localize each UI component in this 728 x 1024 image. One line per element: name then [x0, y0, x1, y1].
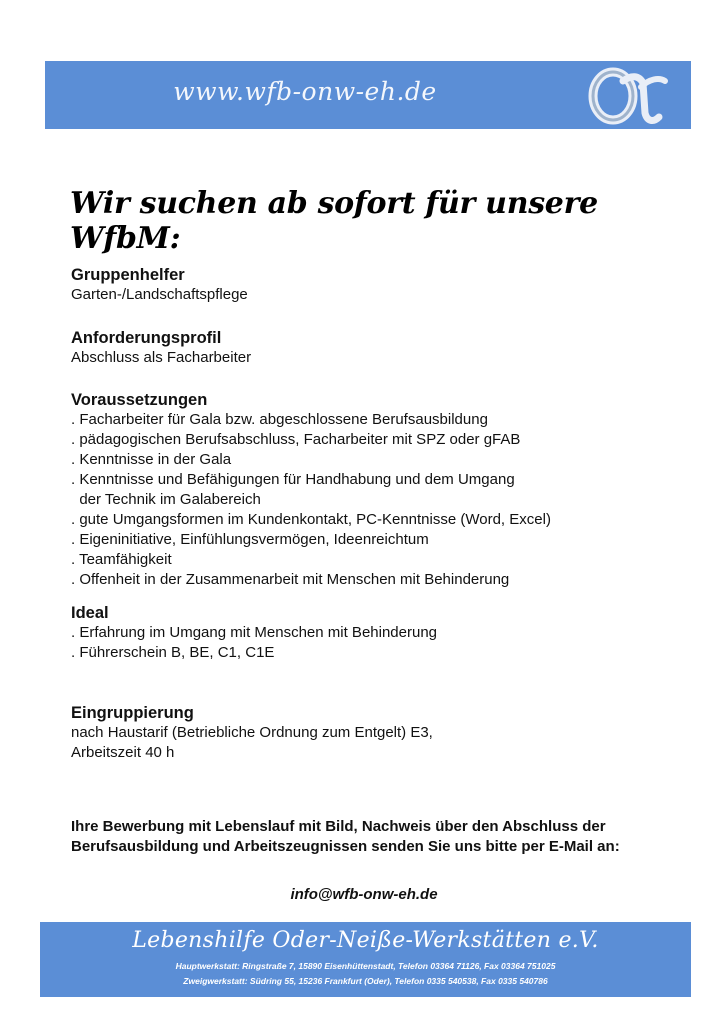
main-workshop-address: Hauptwerkstatt: Ringstraße 7, 15890 Eisenhüttenstadt, Telefon 03364 71126, Fax 03364 751025	[175, 961, 556, 971]
grouping-title: Eingruppierung	[71, 704, 194, 722]
profile-title: Anforderungsprofil	[71, 329, 222, 347]
section-requirements	[71, 390, 671, 590]
section-profile	[71, 328, 671, 368]
requirement-item: . Facharbeiter für Gala bzw. abgeschlossene Berufsausbildung	[71, 411, 488, 428]
position-title: Gruppenhelfer	[71, 266, 185, 284]
ideal-item: . Erfahrung im Umgang mit Menschen mit Behinderung	[71, 624, 438, 641]
requirement-item: . Teamfähigkeit	[71, 551, 172, 568]
requirements-title: Voraussetzungen	[71, 391, 208, 409]
branch-workshop-address: Zweigwerkstatt: Südring 55, 15236 Frankfurt (Oder), Telefon 0335 540538, Fax 0335 540786	[183, 976, 548, 986]
requirement-item: . Eigeninitiative, Einfühlungsvermögen, Ideenreichtum	[71, 531, 429, 548]
organization-name: Lebenshilfe Oder-Neiße-Werkstätten e.V.	[132, 928, 599, 953]
profile-text: Abschluss als Facharbeiter	[71, 349, 252, 366]
section-ideal	[71, 603, 671, 663]
contact-email[interactable]: info@wfb-onw-eh.de	[290, 886, 438, 903]
ideal-item: . Führerschein B, BE, C1, C1E	[71, 644, 275, 661]
section-position	[71, 265, 671, 305]
organization-logo	[583, 63, 673, 127]
position-text: Garten-/Landschaftspflege	[71, 286, 248, 303]
headline: Wir suchen ab sofort für unsere WfbM:	[70, 186, 598, 256]
requirement-item: . Kenntnisse in der Gala	[71, 451, 232, 468]
grouping-line-2: Arbeitszeit 40 h	[71, 744, 175, 761]
header-banner	[45, 61, 691, 129]
footer-banner	[40, 922, 691, 997]
requirement-item: der Technik im Galabereich	[71, 491, 261, 508]
requirement-item: . pädagogischen Berufsabschluss, Facharbeiter mit SPZ oder gFAB	[71, 431, 521, 448]
website-url[interactable]: www.wfb-onw-eh.de	[173, 77, 437, 106]
requirement-item: . gute Umgangsformen im Kundenkontakt, PC-Kenntnisse (Word, Excel)	[71, 511, 551, 528]
grouping-line-1: nach Haustarif (Betriebliche Ordnung zum Entgelt) E3,	[71, 724, 433, 741]
requirement-item: . Offenheit in der Zusammenarbeit mit Menschen mit Behinderung	[71, 571, 510, 588]
application-text: Ihre Bewerbung mit Lebenslauf mit Bild, Nachweis über den Abschluss der Berufsausbildung und Arbeitszeugnissen senden Sie uns bitte per E-Mail an:	[71, 818, 620, 855]
section-grouping	[71, 703, 671, 763]
ideal-title: Ideal	[71, 604, 109, 622]
requirement-item: . Kenntnisse und Befähigungen für Handhabung und dem Umgang	[71, 471, 515, 488]
